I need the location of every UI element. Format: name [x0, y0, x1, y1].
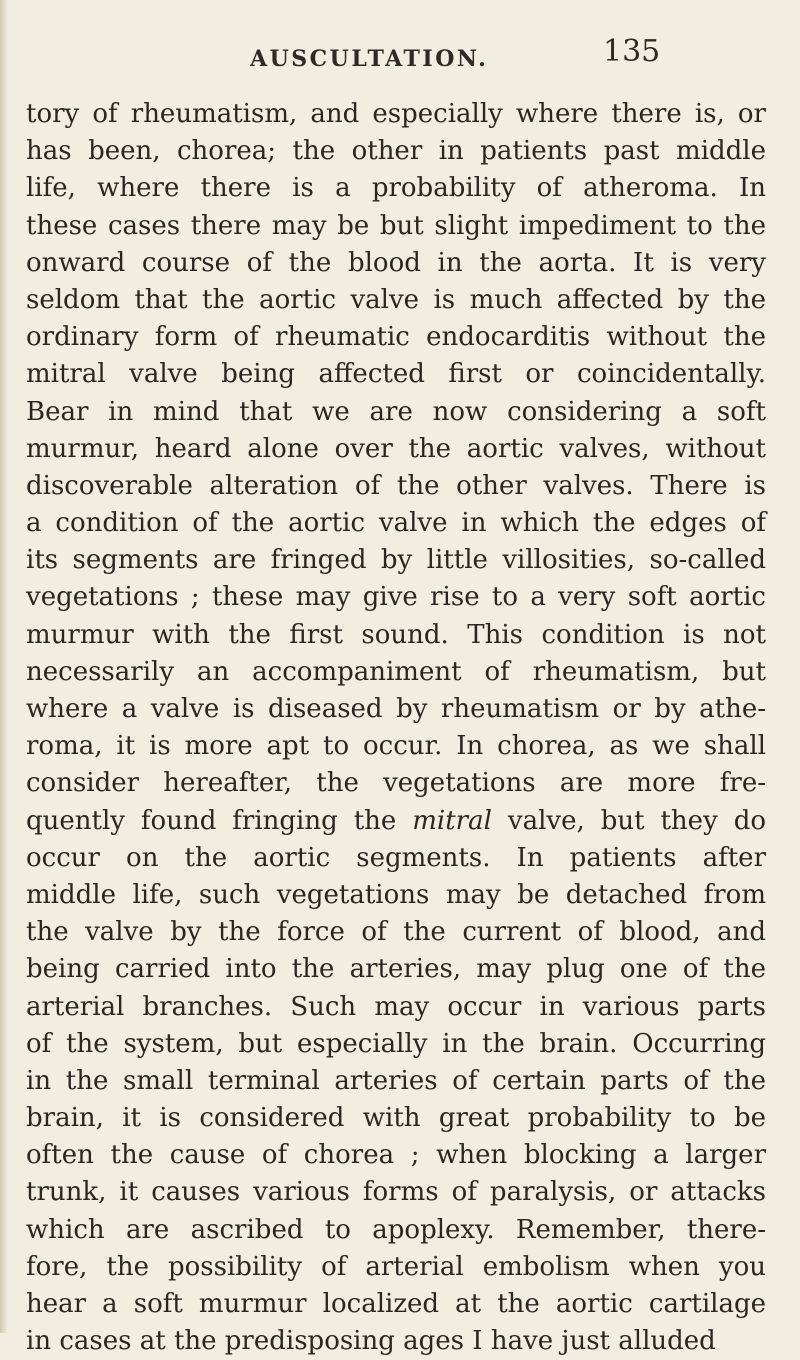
text-line: often the cause of chorea ; when blocking a larger [26, 1140, 766, 1171]
text-line: murmur with the first sound. This condition is not [26, 619, 766, 650]
text-line: has been, chorea; the other in patients past middle [26, 136, 766, 167]
page-number: 135 [603, 34, 661, 69]
text-line: necessarily an accompaniment of rheumatism, but [26, 656, 766, 687]
text-line: of the system, but especially in the brain. Occurring [26, 1028, 766, 1059]
text-line: occur on the aortic segments. In patients after [26, 842, 766, 873]
text-line: its segments are fringed by little villosities, so-called [26, 545, 766, 576]
text-line: where a valve is diseased by rheumatism or by athe- [26, 694, 766, 724]
text-line: in the small terminal arteries of certain parts of the [26, 1065, 766, 1096]
text-line: onward course of the blood in the aorta. It is very [26, 247, 766, 278]
text-line: roma, it is more apt to occur. In chorea, as we shall [26, 731, 766, 762]
text-line: murmur, heard alone over the aortic valves, without [26, 433, 766, 464]
page-binding-edge [0, 0, 8, 1333]
text-line: arterial branches. Such may occur in various parts [26, 991, 766, 1022]
text-line: which are ascribed to apoplexy. Remember, there- [26, 1214, 766, 1245]
text-line: discoverable alteration of the other valves. There is [26, 470, 766, 501]
text-line: a condition of the aortic valve in which the edges of [26, 508, 766, 539]
text-line: ordinary form of rheumatic endocarditis without the [26, 322, 766, 353]
text-line: seldom that the aortic valve is much affected by the [26, 284, 766, 315]
text-line: being carried into the arteries, may plug one of the [26, 954, 766, 985]
text-line: hear a soft murmur localized at the aortic cartilage [26, 1289, 766, 1319]
text-line: life, where there is a probability of atheroma. In [26, 173, 766, 204]
text-line: trunk, it causes various forms of paralysis, or attacks [26, 1177, 766, 1208]
running-head: AUSCULTATION. [250, 46, 489, 72]
text-line: brain, it is considered with great probability to be [26, 1103, 766, 1134]
text-segment: quently found fringing the [26, 805, 413, 836]
text-line: vegetations ; these may give rise to a very soft aortic [26, 582, 766, 613]
text-line: fore, the possibility of arterial embolism when you [26, 1251, 766, 1282]
text-line: middle life, such vegetations may be detached from [26, 879, 766, 910]
text-segment: valve, but they do [507, 805, 767, 836]
text-line: Bear in mind that we are now considering a soft [26, 396, 766, 427]
italic-word: mitral [412, 805, 492, 836]
text-line: these cases there may be but slight impediment to the [26, 210, 766, 241]
text-line: in cases at the predisposing ages I have just alluded [26, 1326, 716, 1357]
text-line-with-italic [26, 803, 766, 840]
text-line: mitral valve being affected first or coincidentally. [26, 359, 766, 390]
body-text [26, 96, 766, 1360]
text-line: consider hereafter, the vegetations are more fre- [26, 768, 766, 799]
text-line: the valve by the force of the current of blood, and [26, 917, 766, 948]
text-line: tory of rheumatism, and especially where there is, or [26, 99, 766, 129]
